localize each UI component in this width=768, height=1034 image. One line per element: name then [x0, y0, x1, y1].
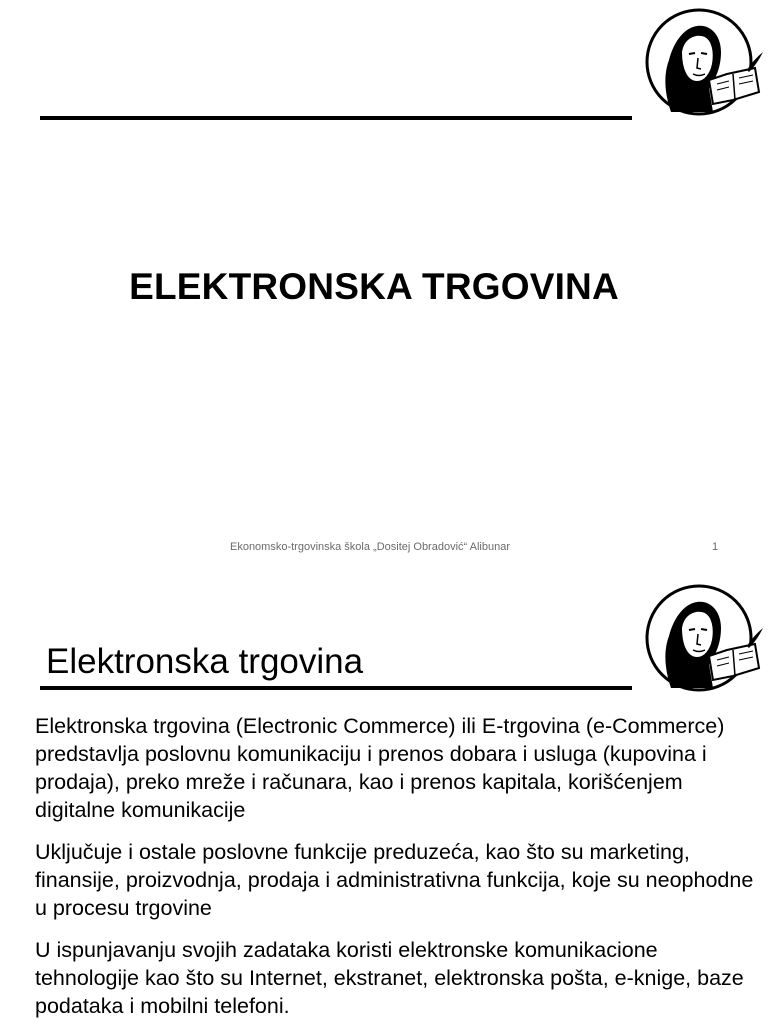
portrait-with-book-icon [643, 584, 765, 692]
header-rule [40, 116, 632, 120]
slide-body [35, 712, 755, 1034]
portrait-with-book-icon [643, 8, 765, 116]
header-rule [40, 686, 632, 690]
paragraph: U ispunjavanju svojih zadataka koristi elektronske komunikacione tehnologije kao što su Internet, ekstranet, elektronska pošta, e-knige, baze podataka i mobilni telefoni. [35, 938, 744, 1018]
page-number: 1 [711, 541, 719, 553]
paragraph: Uključuje i ostale poslovne funkcije preduzeća, kao što su marketing, finansije, proizvodnja, prodaja i administrativna funkcija, koje su neophodne u procesu trgovine [35, 840, 754, 920]
slide-footer: Ekonomsko-trgovinska škola „Dositej Obradović“ Alibunar [229, 541, 510, 553]
content-slide [0, 576, 768, 1024]
slide-title: ELEKTRONSKA TRGOVINA [129, 266, 619, 307]
paragraph: Elektronska trgovina (Electronic Commerce) ili E-trgovina (e-Commerce) predstavlja poslovnu komunikaciju i prenos dobara i usluga (kupovina i prodaja), preko mreže i računara, kao i prenos kapitala, korišćenjem digitalne komunikacije [35, 714, 725, 822]
slide-title: Elektronska trgovina [46, 642, 364, 681]
